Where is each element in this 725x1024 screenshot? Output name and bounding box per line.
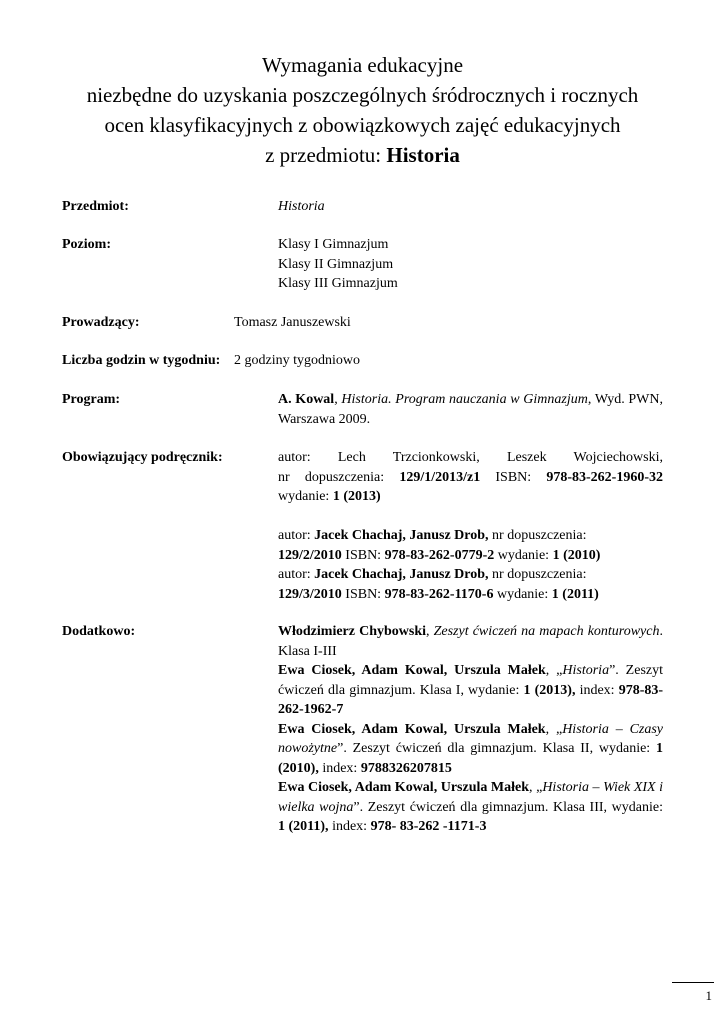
dodatkowo-item-3: [278, 720, 663, 779]
book1-edition: [278, 487, 663, 507]
przedmiot-value: Historia: [278, 199, 325, 214]
item1-title: Zeszyt ćwiczeń na mapach konturowych: [433, 624, 660, 639]
item1-sep: ,: [426, 624, 434, 639]
prowadzacy-value: Tomasz Januszewski: [234, 315, 351, 330]
item1-author: Włodzimierz Chybowski: [278, 624, 426, 639]
book1-isbn-label: ISBN:: [480, 469, 547, 485]
item3-authors: Ewa Ciosek, Adam Kowal, Urszula Małek: [278, 721, 546, 737]
dodatkowo-values: [278, 622, 663, 837]
przedmiot-label: Przedmiot:: [62, 199, 129, 214]
program-value: [278, 390, 663, 429]
item2-authors: Ewa Ciosek, Adam Kowal, Urszula Małek: [278, 663, 546, 678]
book1-edition-label: wydanie:: [278, 489, 333, 504]
document-title: [0, 50, 725, 170]
podrecznik-book-3: [278, 565, 663, 604]
book3-edition-label: wydanie:: [493, 586, 552, 602]
poziom-value: Klasy III Gimnazjum: [278, 276, 398, 291]
book1-nr-label: nr dopuszczenia:: [278, 469, 400, 485]
item3-edition: 1 (2010),: [278, 741, 663, 776]
item2-title: Historia: [562, 663, 610, 678]
liczba-godzin-value: 2 godziny tygodniowo: [234, 353, 360, 368]
item4-index-label: index:: [328, 819, 371, 834]
book1-edition-value: 1 (2013): [332, 489, 381, 504]
item2-index: 978-83-262-1962-7: [278, 682, 664, 717]
item3-index-label: index:: [318, 760, 361, 776]
podrecznik-values: [278, 448, 663, 604]
podrecznik-book-1: [278, 448, 663, 507]
book1-nr-isbn: [278, 468, 663, 488]
program-label: Program:: [62, 392, 121, 407]
item3-index: 9788326207815: [360, 760, 452, 776]
dodatkowo-item-1: [278, 622, 663, 661]
book3-nr-label: nr dopuszczenia:: [488, 567, 587, 582]
item3-title: Historia – Czasy nowożytne: [278, 721, 664, 756]
dodatkowo-item-4: [278, 778, 663, 837]
poziom-values: [278, 235, 663, 294]
item4-authors: Ewa Ciosek, Adam Kowal, Urszula Małek: [278, 780, 530, 795]
prowadzacy-label: Prowadzący:: [62, 315, 140, 330]
book1-nr: 129/1/2013/z1: [399, 469, 481, 485]
book2-nr: 129/2/2010: [278, 547, 342, 563]
item4-edition: 1 (2011),: [278, 819, 329, 834]
title-line-1: Wymagania edukacyjne: [261, 53, 464, 77]
footer-divider: [672, 982, 714, 983]
book3-isbn-label: ISBN:: [341, 586, 385, 602]
dodatkowo-label: Dodatkowo:: [62, 624, 136, 639]
podrecznik-book-2: [278, 526, 663, 565]
poziom-value: Klasy I Gimnazjum: [278, 237, 389, 252]
book2-edition-label: wydanie:: [494, 547, 553, 563]
item4-desc: ”. Zeszyt ćwiczeń dla gimnazjum. Klasa III, wydanie:: [353, 799, 663, 815]
title-line-3: ocen klasyfikacyjnych z obowiązkowych zajęć edukacyjnych: [104, 113, 621, 137]
spacer: [278, 507, 663, 527]
book2-author-label: autor:: [278, 528, 315, 543]
poziom-label: Poziom:: [62, 237, 111, 252]
item1-rest: . Klasa I-III: [278, 624, 663, 659]
book3-isbn: 978-83-262-1170-6: [384, 586, 494, 602]
book3-authors: Jacek Chachaj, Janusz Drob,: [314, 567, 489, 582]
title-prefix: z przedmiotu:: [265, 143, 387, 167]
item4-index: 978- 83-262 -1171-3: [370, 819, 487, 834]
item4-sep: , „: [529, 780, 543, 795]
poziom-value: Klasy II Gimnazjum: [278, 256, 394, 272]
item2-edition: 1 (2013),: [523, 682, 576, 698]
title-line-4: [0, 140, 725, 170]
item4-title: Historia – Wiek XIX i wielka wojna: [278, 780, 664, 815]
program-title: Historia. Program nauczania w Gimnazjum: [341, 392, 588, 407]
title-subject: Historia: [386, 143, 460, 167]
item2-index-label: index:: [575, 682, 619, 698]
book2-isbn-label: ISBN:: [341, 547, 385, 563]
book2-nr-label: nr dopuszczenia:: [488, 528, 587, 543]
book2-authors: Jacek Chachaj, Janusz Drob,: [314, 528, 489, 543]
book1-isbn: 978-83-262-1960-32: [546, 469, 663, 485]
program-sep: ,: [334, 392, 342, 407]
item3-desc: ”. Zeszyt ćwiczeń dla gimnazjum. Klasa II, wydanie:: [337, 741, 656, 756]
book3-nr: 129/3/2010: [278, 586, 342, 602]
title-line-2: niezbędne do uzyskania poszczególnych śródrocznych i rocznych: [86, 83, 639, 107]
item2-sep: , „: [545, 663, 563, 678]
book1-authors: autor: Lech Trzcionkowski, Leszek Wojciechowski,: [278, 450, 663, 465]
book2-isbn: 978-83-262-0779-2: [384, 547, 495, 563]
page-number: 1: [705, 988, 712, 1003]
book2-edition: 1 (2010): [552, 547, 601, 563]
podrecznik-label: Obowiązujący podręcznik:: [62, 450, 223, 465]
program-publisher: , Wyd. PWN, Warszawa 2009.: [278, 392, 664, 427]
item2-desc: ”. Zeszyt ćwiczeń dla gimnazjum. Klasa I, wydanie:: [278, 663, 663, 698]
program-author: A. Kowal: [278, 392, 335, 407]
item3-sep: , „: [545, 721, 563, 737]
dodatkowo-item-2: [278, 661, 663, 720]
book3-edition: 1 (2011): [551, 586, 599, 602]
book3-author-label: autor:: [278, 567, 315, 582]
liczba-godzin-label: Liczba godzin w tygodniu:: [62, 353, 221, 368]
